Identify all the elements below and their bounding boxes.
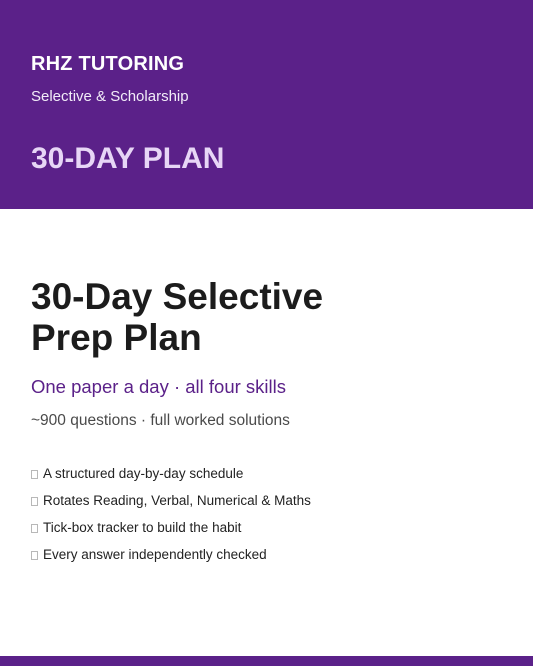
brand-name: RHZ TUTORING — [31, 53, 185, 75]
header-banner — [0, 0, 533, 209]
meta-info: ~900 questions · full worked solutions — [31, 412, 290, 429]
feature-text: Rotates Reading, Verbal, Numerical & Maths — [43, 493, 311, 508]
page-title-line-1: 30-Day Selective — [31, 276, 324, 317]
page-title — [31, 276, 501, 358]
footer-bar — [0, 656, 533, 666]
checkbox-icon — [31, 470, 38, 479]
checkbox-icon — [31, 497, 38, 506]
checkbox-icon — [31, 551, 38, 560]
feature-text: Tick-box tracker to build the habit — [43, 520, 242, 535]
list-item — [31, 460, 311, 487]
feature-text: A structured day-by-day schedule — [43, 466, 244, 481]
feature-text: Every answer independently checked — [43, 547, 267, 562]
page-title-line-2: Prep Plan — [31, 317, 202, 358]
brand-tagline: Selective & Scholarship — [31, 88, 189, 105]
plan-label: 30-DAY PLAN — [31, 142, 225, 175]
list-item — [31, 541, 311, 568]
list-item — [31, 487, 311, 514]
subtitle: One paper a day · all four skills — [31, 376, 287, 397]
checkbox-icon — [31, 524, 38, 533]
list-item — [31, 514, 311, 541]
feature-list — [31, 460, 311, 568]
